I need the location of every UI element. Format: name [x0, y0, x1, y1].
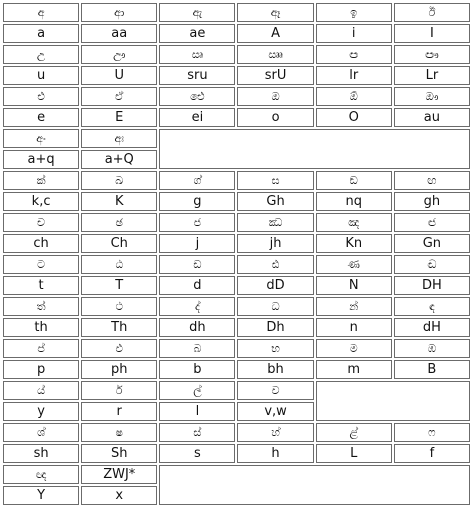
key-sequence-cell: dh — [159, 318, 235, 337]
key-sequence-cell: dH — [394, 318, 470, 337]
table-row — [3, 45, 470, 64]
sinhala-glyph-cell: ළ් — [316, 423, 392, 442]
sinhala-glyph-cell: ල් — [159, 381, 235, 400]
empty-cell — [159, 129, 470, 169]
sinhala-glyph-cell: ජ — [159, 213, 235, 232]
table-row — [3, 381, 470, 400]
sinhala-glyph-cell: ඔ — [237, 87, 313, 106]
empty-cell — [159, 465, 470, 505]
sinhala-glyph-cell: ව — [237, 381, 313, 400]
table-row — [3, 255, 470, 274]
sinhala-glyph-cell: ත් — [3, 297, 79, 316]
sinhala-glyph-cell: ඒ — [81, 87, 157, 106]
sinhala-glyph-cell: ග් — [159, 171, 235, 190]
sinhala-glyph-cell: ඉ — [316, 3, 392, 22]
sinhala-glyph-cell: න් — [316, 297, 392, 316]
table-row — [3, 129, 470, 148]
key-sequence-cell: lr — [316, 66, 392, 85]
key-sequence-cell: n — [316, 318, 392, 337]
sinhala-glyph-cell: ඓ — [159, 87, 235, 106]
sinhala-glyph-cell: ඡ — [81, 213, 157, 232]
table-row — [3, 87, 470, 106]
key-sequence-cell: Y — [3, 486, 79, 505]
key-sequence-cell: o — [237, 108, 313, 127]
key-sequence-cell: y — [3, 402, 79, 421]
key-sequence-cell: T — [81, 276, 157, 295]
sinhala-glyph-cell: එ — [3, 87, 79, 106]
key-sequence-cell: sh — [3, 444, 79, 463]
key-sequence-cell: p — [3, 360, 79, 379]
key-sequence-cell: e — [3, 108, 79, 127]
key-sequence-cell: jh — [237, 234, 313, 253]
sinhala-glyph-cell: ඥ — [3, 465, 79, 484]
key-sequence-cell: K — [81, 192, 157, 211]
sinhala-glyph-cell: ස් — [159, 423, 235, 442]
table-row — [3, 465, 470, 484]
key-sequence-cell: ch — [3, 234, 79, 253]
table-row — [3, 360, 470, 379]
key-sequence-cell: g — [159, 192, 235, 211]
key-sequence-cell: dD — [237, 276, 313, 295]
key-sequence-cell: I — [394, 24, 470, 43]
sinhala-glyph-cell: ඤ — [316, 213, 392, 232]
sinhala-glyph-cell: ආ — [81, 3, 157, 22]
sinhala-glyph-cell: ම — [316, 339, 392, 358]
sinhala-glyph-cell: ඵ — [81, 339, 157, 358]
sinhala-glyph-cell: ඈ — [237, 3, 313, 22]
key-sequence-cell: k,c — [3, 192, 79, 211]
key-sequence-cell: a — [3, 24, 79, 43]
key-sequence-cell: Th — [81, 318, 157, 337]
key-sequence-cell: Sh — [81, 444, 157, 463]
table-row — [3, 66, 470, 85]
key-sequence-cell: sru — [159, 66, 235, 85]
sinhala-glyph-cell: ශ් — [3, 423, 79, 442]
key-sequence-cell: Ch — [81, 234, 157, 253]
key-sequence-cell: ph — [81, 360, 157, 379]
key-sequence-cell: Kn — [316, 234, 392, 253]
table-row — [3, 339, 470, 358]
key-sequence-cell: d — [159, 276, 235, 295]
key-sequence-cell: bh — [237, 360, 313, 379]
sinhala-glyph-cell: ඳ — [394, 297, 470, 316]
sinhala-glyph-cell: ඝ — [237, 171, 313, 190]
key-sequence-cell: u — [3, 66, 79, 85]
key-sequence-cell: l — [159, 402, 235, 421]
transliteration-table-container — [1, 1, 474, 507]
sinhala-glyph-cell: ඎ — [237, 45, 313, 64]
sinhala-glyph-cell: ඇ — [159, 3, 235, 22]
table-row — [3, 444, 470, 463]
key-sequence-cell: Dh — [237, 318, 313, 337]
table-row — [3, 423, 470, 442]
sinhala-glyph-cell: ඪ — [237, 255, 313, 274]
sinhala-glyph-cell: ධ — [237, 297, 313, 316]
sinhala-transliteration-table — [1, 1, 472, 507]
key-sequence-cell: N — [316, 276, 392, 295]
table-row — [3, 318, 470, 337]
sinhala-glyph-cell: ථ — [81, 297, 157, 316]
key-sequence-cell: v,w — [237, 402, 313, 421]
sinhala-glyph-cell: ඛ — [81, 171, 157, 190]
table-row — [3, 297, 470, 316]
key-sequence-cell: E — [81, 108, 157, 127]
key-sequence-cell: gh — [394, 192, 470, 211]
table-row — [3, 3, 470, 22]
sinhala-glyph-cell: ඨ — [81, 255, 157, 274]
key-sequence-cell: a+q — [3, 150, 79, 169]
key-sequence-cell: srU — [237, 66, 313, 85]
key-sequence-cell: au — [394, 108, 470, 127]
key-sequence-cell: a+Q — [81, 150, 157, 169]
key-sequence-cell: ZWJ* — [81, 465, 157, 484]
sinhala-glyph-cell: අං — [3, 129, 79, 148]
sinhala-glyph-cell: ඟ — [394, 171, 470, 190]
key-sequence-cell: i — [316, 24, 392, 43]
table-row — [3, 234, 470, 253]
key-sequence-cell: x — [81, 486, 157, 505]
table-row — [3, 24, 470, 43]
sinhala-glyph-cell: ද් — [159, 297, 235, 316]
sinhala-glyph-cell: අඃ — [81, 129, 157, 148]
sinhala-glyph-cell: ඕ — [316, 87, 392, 106]
key-sequence-cell: aa — [81, 24, 157, 43]
sinhala-glyph-cell: ඍ — [159, 45, 235, 64]
table-row — [3, 192, 470, 211]
sinhala-glyph-cell: ඩ — [159, 255, 235, 274]
key-sequence-cell: r — [81, 402, 157, 421]
sinhala-glyph-cell: අ — [3, 3, 79, 22]
key-sequence-cell: DH — [394, 276, 470, 295]
key-sequence-cell: ei — [159, 108, 235, 127]
sinhala-glyph-cell: ඹ — [394, 339, 470, 358]
sinhala-glyph-cell: ප් — [3, 339, 79, 358]
key-sequence-cell: ae — [159, 24, 235, 43]
sinhala-glyph-cell: ඌ — [81, 45, 157, 64]
key-sequence-cell: nq — [316, 192, 392, 211]
key-sequence-cell: s — [159, 444, 235, 463]
sinhala-glyph-cell: හ් — [237, 423, 313, 442]
sinhala-glyph-cell: ණ — [316, 255, 392, 274]
sinhala-glyph-cell: භ — [237, 339, 313, 358]
sinhala-glyph-cell: ච — [3, 213, 79, 232]
sinhala-glyph-cell: ර් — [81, 381, 157, 400]
sinhala-glyph-cell: ඣ — [237, 213, 313, 232]
key-sequence-cell: t — [3, 276, 79, 295]
key-sequence-cell: Gn — [394, 234, 470, 253]
sinhala-glyph-cell: ය් — [3, 381, 79, 400]
key-sequence-cell: B — [394, 360, 470, 379]
table-row — [3, 213, 470, 232]
sinhala-glyph-cell: ෆ — [394, 423, 470, 442]
key-sequence-cell: h — [237, 444, 313, 463]
table-row — [3, 171, 470, 190]
table-row — [3, 276, 470, 295]
key-sequence-cell: Lr — [394, 66, 470, 85]
key-sequence-cell: U — [81, 66, 157, 85]
sinhala-glyph-cell: ට — [3, 255, 79, 274]
key-sequence-cell: th — [3, 318, 79, 337]
key-sequence-cell: f — [394, 444, 470, 463]
sinhala-glyph-cell: ඏ — [316, 45, 392, 64]
key-sequence-cell: j — [159, 234, 235, 253]
sinhala-glyph-cell: ක් — [3, 171, 79, 190]
key-sequence-cell: O — [316, 108, 392, 127]
sinhala-glyph-cell: ඐ — [394, 45, 470, 64]
sinhala-glyph-cell: ඦ — [394, 213, 470, 232]
sinhala-glyph-cell: ඊ — [394, 3, 470, 22]
sinhala-glyph-cell: බ — [159, 339, 235, 358]
key-sequence-cell: b — [159, 360, 235, 379]
key-sequence-cell: Gh — [237, 192, 313, 211]
sinhala-glyph-cell: ඖ — [394, 87, 470, 106]
key-sequence-cell: A — [237, 24, 313, 43]
sinhala-glyph-cell: උ — [3, 45, 79, 64]
sinhala-glyph-cell: ඬ — [394, 255, 470, 274]
key-sequence-cell: L — [316, 444, 392, 463]
key-sequence-cell: m — [316, 360, 392, 379]
sinhala-glyph-cell: ඞ — [316, 171, 392, 190]
sinhala-glyph-cell: ෂ — [81, 423, 157, 442]
table-row — [3, 108, 470, 127]
empty-cell — [316, 381, 470, 421]
